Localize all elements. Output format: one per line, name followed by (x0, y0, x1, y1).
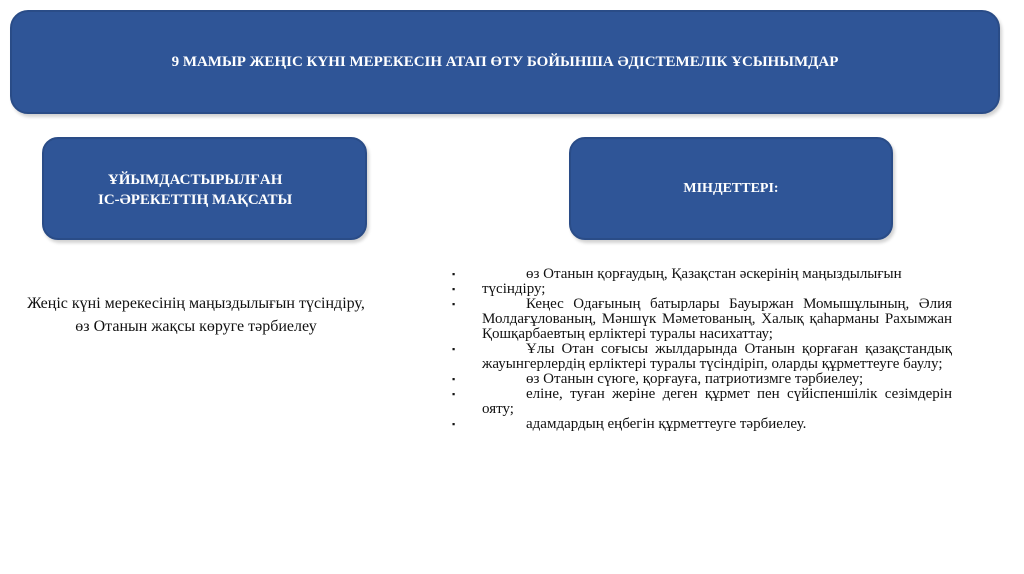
task-text: адамдардың еңбегін құрметтеуге тәрбиелеу. (526, 416, 807, 432)
bullet-icon: ▪ (452, 284, 456, 294)
slide-title: 9 МАМЫР ЖЕҢІС КҮНІ МЕРЕКЕСІН АТАП ӨТУ БОЙЫНША ӘДІСТЕМЕЛІК ҰСЫНЫМДАР (171, 54, 839, 70)
goal-description: Жеңіс күні мерекесінің маңыздылығын түсіндіру, өз Отанын жақсы көруге тәрбиелеу (27, 295, 365, 335)
goal-heading-box (42, 137, 367, 240)
task-item (452, 282, 952, 297)
bullet-icon: ▪ (452, 344, 456, 354)
tasks-list (452, 267, 952, 432)
title-banner (10, 10, 1000, 114)
task-text: Ұлы Отан соғысы жылдарында Отанын қорғаған қазақстандық жауынгерлердің ерліктері туралы түсіндіріп, оларды құрметтеуге баулу; (482, 341, 952, 372)
bullet-icon: ▪ (452, 269, 456, 279)
task-text: өз Отанын сүюге, қорғауға, патриотизмге тәрбиелеу; (526, 371, 864, 387)
bullet-icon: ▪ (452, 419, 456, 429)
task-text: еліне, туған жеріне деген құрмет пен сүйіспеншілік сезімдерін ояту; (482, 386, 952, 417)
task-item (452, 372, 952, 387)
tasks-heading: МІНДЕТТЕРІ: (683, 181, 779, 196)
bullet-icon: ▪ (452, 299, 456, 309)
task-item (452, 417, 952, 432)
goal-heading-line-1: ҰЙЫМДАСТЫРЫЛҒАН (107, 172, 283, 188)
task-item (452, 342, 952, 372)
task-item (452, 267, 952, 282)
task-text: түсіндіру; (482, 281, 546, 297)
task-item (452, 387, 952, 417)
bullet-icon: ▪ (452, 389, 456, 399)
goal-heading-line-2: ІС-ӘРЕКЕТТІҢ МАҚСАТЫ (98, 192, 293, 208)
bullet-icon: ▪ (452, 374, 456, 384)
goal-heading (98, 170, 292, 210)
tasks-heading-box (569, 137, 893, 240)
task-text: Кеңес Одағының батырлары Бауыржан Момышұлының, Әлия Молдағұлованың, Мәншүк Мәметованың, Халық қаһарманы Рахымжан Қошқарбаевтың ерліктері туралы насихаттау; (482, 296, 952, 342)
task-item (452, 297, 952, 342)
task-text: өз Отанын қорғаудың, Қазақстан әскерінің маңыздылығын (526, 266, 902, 282)
